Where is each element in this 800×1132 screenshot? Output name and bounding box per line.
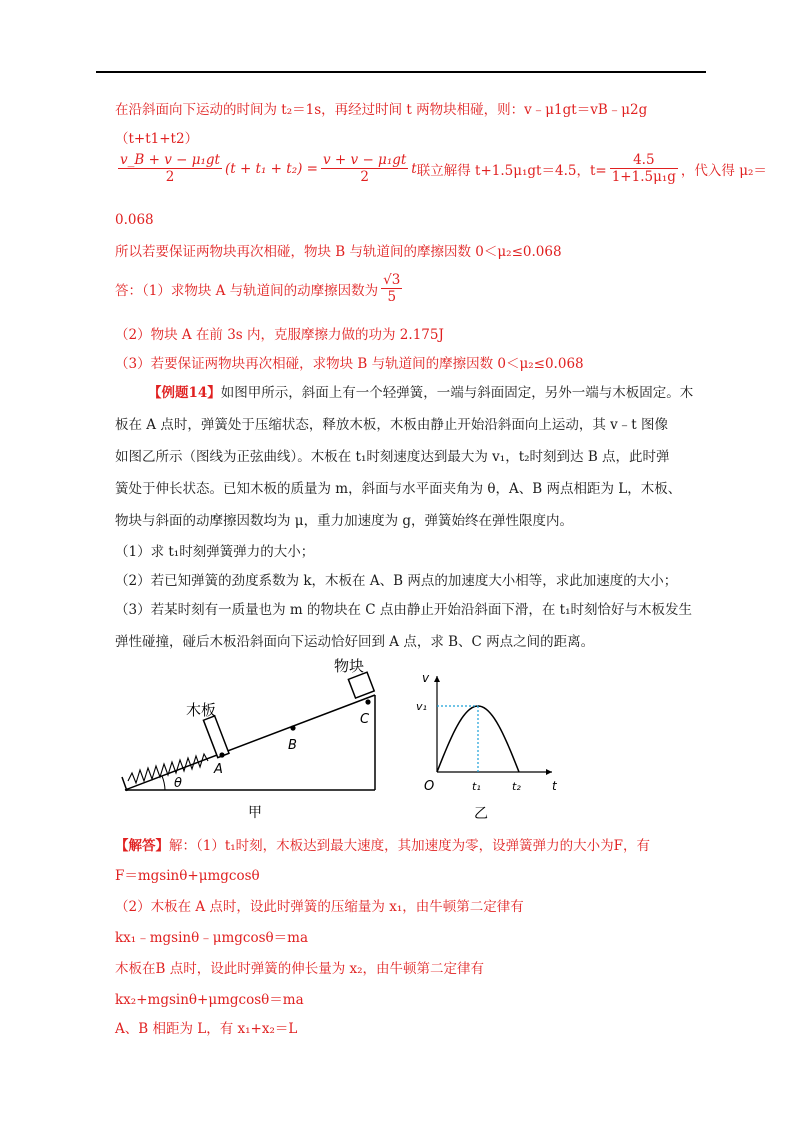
answer-text-2: F＝mgsinθ+μmgcosθ xyxy=(115,868,260,884)
eq-right-numerator: v + v − μ₁gt xyxy=(323,152,407,168)
board-block xyxy=(203,716,229,758)
velocity-time-graph xyxy=(412,668,562,828)
v1-label: v₁ xyxy=(416,700,427,713)
point-b-dot xyxy=(290,725,295,730)
problem-text-3: 如图乙所示（图线为正弦曲线）。木板在 t₁时刻速度达到最大为 v₁，t₂时刻到达 B 点，此时弹 xyxy=(115,449,670,465)
board-label: 木板 xyxy=(186,701,217,719)
point-a-label: A xyxy=(214,762,223,777)
example-tag: 【例题14】 xyxy=(148,385,221,401)
t-axis-arrow xyxy=(546,769,552,775)
eq-t-numerator: 4.5 xyxy=(610,152,678,169)
problem-text-4: 簧处于伸长状态。已知木板的质量为 m，斜面与水平面夹角为 θ，A、B 两点相距为 L，木板、 xyxy=(115,481,682,497)
solution-line-5: 所以若要保证两物块再次相碰，物块 B 与轨道间的摩擦因数 0＜μ₂≤0.068 xyxy=(115,244,562,260)
answer-text-5: 木板在B 点时，设此时弹簧的伸长量为 x₂，由牛顿第二定律有 xyxy=(115,961,485,977)
problem-text-5: 物块与斜面的动摩擦因数均为 μ，重力加速度为 g，弹簧始终在弹性限度内。 xyxy=(115,513,573,529)
problem-text-1: 如图甲所示，斜面上有一个轻弹簧，一端与斜面固定，另外一端与木板固定。木 xyxy=(220,385,694,401)
object-block xyxy=(348,672,374,698)
answer-para-1 xyxy=(115,834,650,854)
eq-left-denominator: 2 xyxy=(165,169,175,185)
answer-text-6: kx₂+mgsinθ+μmgcosθ＝ma xyxy=(115,992,304,1008)
figure-caption-right: 乙 xyxy=(474,806,488,822)
answer-2: （2）物块 A 在前 3s 内，克服摩擦力做的功为 2.175J xyxy=(115,327,444,343)
point-a-dot xyxy=(219,752,224,757)
question-3b: 弹性碰撞，碰后木板沿斜面向下运动恰好回到 A 点，求 B、C 两点之间的距离。 xyxy=(115,634,595,650)
solution-line-2: （t+t1+t2） xyxy=(115,131,199,147)
question-2: （2）若已知弹簧的劲度系数为 k，木板在 A、B 两点的加速度大小相等，求此加速度的大小； xyxy=(115,573,678,589)
answer-text-4: kx₁﹣mgsinθ﹣μmgcosθ＝ma xyxy=(115,930,309,946)
solution-equation xyxy=(115,152,767,185)
eq-end-text: ，代入得 μ₂＝ xyxy=(680,162,767,179)
eq-t-denominator: 1+1.5μ₁g xyxy=(611,169,676,185)
header-rule xyxy=(96,71,706,73)
origin-label: O xyxy=(424,779,435,794)
problem-text-2: 板在 A 点时，弹簧处于压缩状态，释放木板，木板由静止开始沿斜面向上运动，其 v﹣t 图像 xyxy=(115,417,668,433)
v-axis-arrow xyxy=(434,676,440,682)
point-c-label: C xyxy=(360,712,370,727)
incline-surface xyxy=(125,695,375,790)
answer-text-7: A、B 相距为 L，有 x₁+x₂＝L xyxy=(115,1021,298,1037)
eq-fraction-left xyxy=(118,152,222,185)
eq-right-tail: t xyxy=(411,160,417,177)
eq-left-paren: (t + t₁ + t₂) = xyxy=(224,160,318,177)
eq-right-denominator: 2 xyxy=(360,169,369,185)
answer-1-numerator: √3 xyxy=(383,272,401,288)
answer-text-1: 解：（1）t₁时刻，木板达到最大速度，其加速度为零，设弹簧弹力的大小为F，有 xyxy=(169,838,651,854)
angle-label: θ xyxy=(174,776,182,791)
spring xyxy=(128,754,208,783)
t2-label: t₂ xyxy=(512,780,521,793)
problem-para-1 xyxy=(148,381,693,401)
t-axis-label: t xyxy=(552,779,557,793)
answer-tag: 【解答】 xyxy=(115,838,169,854)
t1-label: t₁ xyxy=(472,780,481,793)
figure-caption-left: 甲 xyxy=(248,805,262,821)
angle-arc xyxy=(162,776,165,790)
eq-fraction-right xyxy=(321,152,408,185)
v-axis-label: v xyxy=(422,671,430,685)
answer-1 xyxy=(115,272,405,305)
answer-text-3: （2）木板在 A 点时，设此时弹簧的压缩量为 x₁，由牛顿第二定律有 xyxy=(115,899,524,915)
block-label: 物块 xyxy=(334,657,365,675)
point-b-label: B xyxy=(288,738,297,753)
eq-left-numerator: v_B + v − μ₁gt xyxy=(120,152,220,168)
point-c-dot xyxy=(365,699,370,704)
answer-1-text: 答：（1）求物块 A 与轨道间的动摩擦因数为 xyxy=(115,282,379,299)
incline-diagram xyxy=(110,655,400,825)
question-3a: （3）若某时刻有一质量也为 m 的物块在 C 点由静止开始沿斜面下滑，在 t₁时刻恰好与木板发生 xyxy=(115,602,693,618)
answer-1-fraction xyxy=(381,272,402,305)
eq-fraction-t xyxy=(610,152,678,185)
answer-1-denominator: 5 xyxy=(387,289,397,305)
solution-line-1: 在沿斜面向下运动的时间为 t₂＝1s，再经过时间 t 两物块相碰，则：v﹣μ1gt＝vB﹣μ2g xyxy=(115,102,648,118)
question-1: （1）求 t₁时刻弹簧弹力的大小； xyxy=(115,544,315,560)
eq-middle-text: 联立解得 t+1.5μ₁gt＝4.5，t= xyxy=(416,162,607,179)
answer-3: （3）若要保证两物块再次相碰，求物块 B 与轨道间的摩擦因数 0＜μ₂≤0.068 xyxy=(115,356,584,372)
spring-anchor xyxy=(122,777,127,791)
solution-line-4: 0.068 xyxy=(115,212,154,228)
